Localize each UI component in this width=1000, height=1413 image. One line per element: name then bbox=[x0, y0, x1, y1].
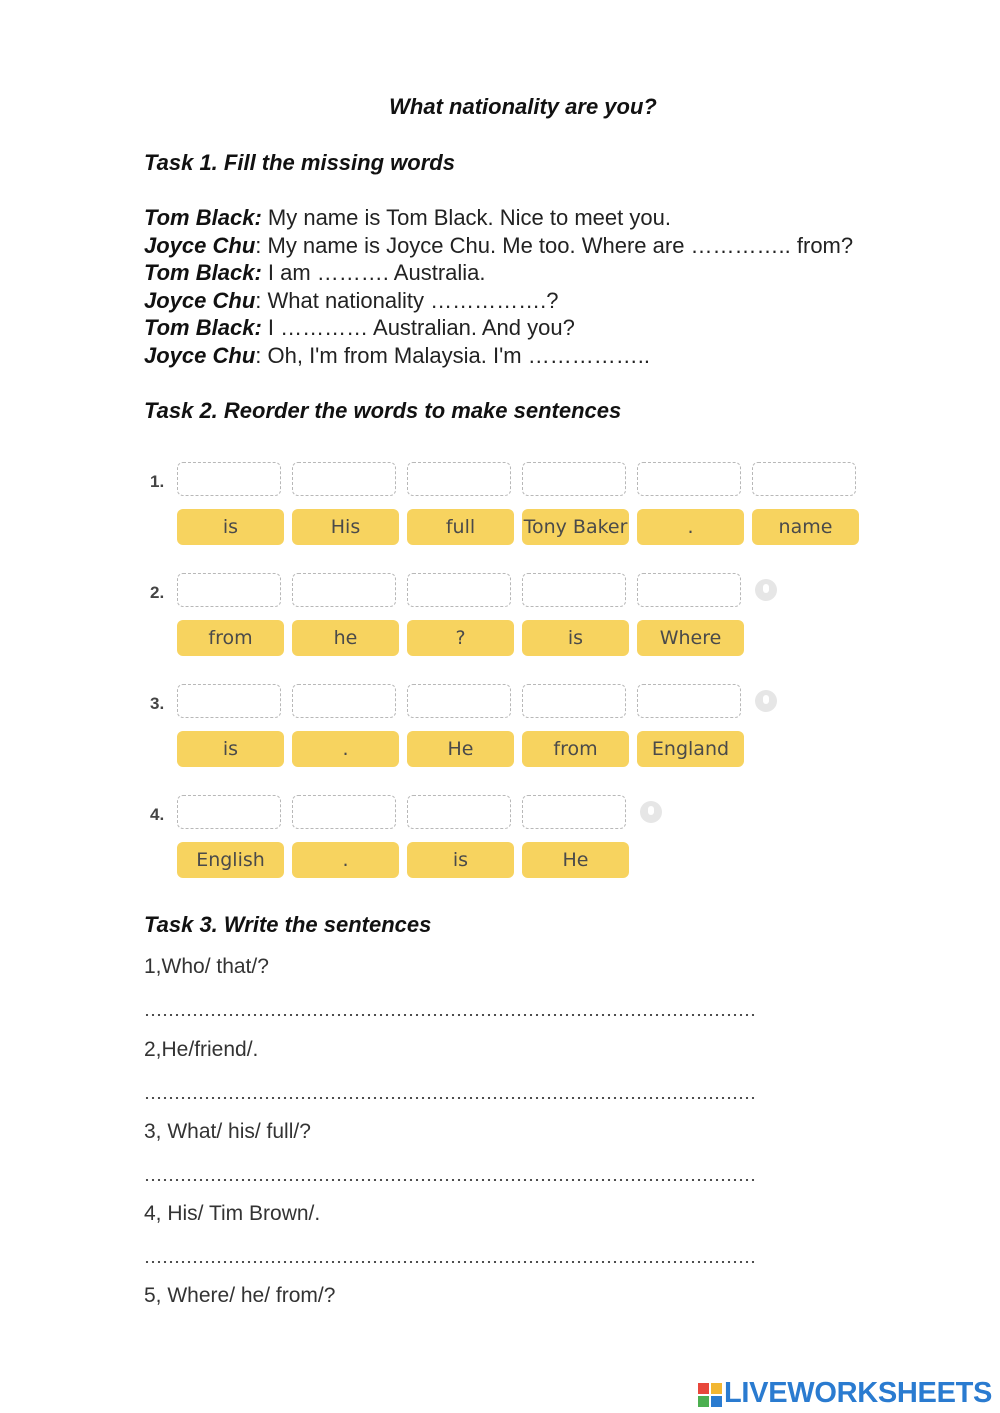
answer-slot[interactable] bbox=[522, 795, 626, 829]
word-tile[interactable]: is bbox=[177, 509, 284, 545]
question-number: 3. bbox=[150, 694, 165, 713]
answer-line[interactable] bbox=[144, 1179, 756, 1181]
answer-slot[interactable] bbox=[292, 795, 396, 829]
dialogue bbox=[144, 204, 853, 370]
dialogue-text: : Oh, I'm from Malaysia. I'm …………….. bbox=[255, 342, 650, 368]
word-tile[interactable]: . bbox=[637, 509, 744, 545]
dialogue-text: I ………… Australian. And you? bbox=[261, 315, 575, 341]
word-tile[interactable]: . bbox=[292, 842, 399, 878]
logo-text: LIVEWORKSHEETS bbox=[724, 1377, 993, 1409]
speaker-name: Tom Black: bbox=[144, 205, 262, 230]
dialogue-line-4 bbox=[144, 287, 853, 315]
task2-heading: Task 2. Reorder the words to make sentences bbox=[144, 398, 622, 423]
word-tile[interactable]: ? bbox=[407, 620, 514, 656]
word-tile[interactable]: . bbox=[292, 731, 399, 767]
prompt-2: 2,He/friend/. bbox=[144, 1038, 259, 1061]
dialogue-line-6 bbox=[144, 342, 853, 370]
word-tile[interactable]: He bbox=[407, 731, 514, 767]
prompt-4: 4, His/ Tim Brown/. bbox=[144, 1202, 321, 1225]
question-number: 2. bbox=[150, 583, 165, 602]
speaker-name: Joyce Chu bbox=[144, 287, 256, 313]
answer-slot[interactable] bbox=[522, 684, 626, 718]
dialogue-text: : My name is Joyce Chu. Me too. Where are ………….. from? bbox=[255, 232, 854, 258]
dialogue-text: : What nationality …………….? bbox=[255, 287, 559, 313]
answer-slot[interactable] bbox=[407, 795, 511, 829]
answer-slot[interactable] bbox=[637, 462, 741, 496]
microphone-icon[interactable] bbox=[755, 690, 777, 712]
word-tile[interactable]: He bbox=[522, 842, 629, 878]
dialogue-line-5 bbox=[144, 314, 853, 342]
worksheet-title: What nationality are you? bbox=[389, 94, 657, 119]
prompt-5: 5, Where/ he/ from/? bbox=[144, 1284, 336, 1307]
answer-slot[interactable] bbox=[522, 573, 626, 607]
microphone-icon[interactable] bbox=[640, 801, 662, 823]
word-tile[interactable]: from bbox=[177, 620, 284, 656]
word-tile[interactable]: His bbox=[292, 509, 399, 545]
task3-heading: Task 3. Write the sentences bbox=[144, 912, 432, 937]
answer-slot[interactable] bbox=[292, 684, 396, 718]
answer-slot[interactable] bbox=[752, 462, 856, 496]
answer-slot[interactable] bbox=[637, 573, 741, 607]
word-tile[interactable]: is bbox=[177, 731, 284, 767]
word-tile[interactable]: Where bbox=[637, 620, 744, 656]
word-tile[interactable]: England bbox=[637, 731, 744, 767]
prompt-1: 1,Who/ that/? bbox=[144, 955, 269, 978]
word-tile[interactable]: English bbox=[177, 842, 284, 878]
word-tile[interactable]: full bbox=[407, 509, 514, 545]
answer-slot[interactable] bbox=[292, 462, 396, 496]
task1-heading: Task 1. Fill the missing words bbox=[144, 150, 455, 175]
question-number: 1. bbox=[150, 472, 165, 491]
word-tile[interactable]: is bbox=[522, 620, 629, 656]
word-tile[interactable]: he bbox=[292, 620, 399, 656]
answer-slot[interactable] bbox=[177, 462, 281, 496]
answer-slot[interactable] bbox=[637, 684, 741, 718]
answer-line[interactable] bbox=[144, 1097, 756, 1099]
word-tile[interactable]: Tony Baker bbox=[522, 509, 629, 545]
answer-slot[interactable] bbox=[407, 684, 511, 718]
word-tile[interactable]: from bbox=[522, 731, 629, 767]
word-tile[interactable]: name bbox=[752, 509, 859, 545]
answer-slot[interactable] bbox=[177, 573, 281, 607]
word-tile[interactable]: is bbox=[407, 842, 514, 878]
answer-slot[interactable] bbox=[522, 462, 626, 496]
logo-mark-icon bbox=[698, 1383, 722, 1407]
answer-line[interactable] bbox=[144, 1261, 756, 1263]
dialogue-line-3 bbox=[144, 259, 853, 287]
answer-slot[interactable] bbox=[407, 462, 511, 496]
answer-line[interactable] bbox=[144, 1014, 756, 1016]
microphone-icon[interactable] bbox=[755, 579, 777, 601]
prompt-3: 3, What/ his/ full/? bbox=[144, 1120, 311, 1143]
dialogue-text: I am ………. Australia. bbox=[261, 260, 486, 286]
answer-slot[interactable] bbox=[177, 684, 281, 718]
answer-slot[interactable] bbox=[177, 795, 281, 829]
dialogue-text: My name is Tom Black. Nice to meet you. bbox=[261, 205, 671, 230]
answer-slot[interactable] bbox=[292, 573, 396, 607]
speaker-name: Tom Black: bbox=[144, 315, 262, 341]
speaker-name: Joyce Chu bbox=[144, 342, 256, 368]
dialogue-line-2 bbox=[144, 232, 853, 260]
question-number: 4. bbox=[150, 805, 165, 824]
answer-slot[interactable] bbox=[407, 573, 511, 607]
speaker-name: Tom Black: bbox=[144, 260, 262, 286]
dialogue-line-1 bbox=[144, 204, 853, 232]
speaker-name: Joyce Chu bbox=[144, 232, 256, 258]
